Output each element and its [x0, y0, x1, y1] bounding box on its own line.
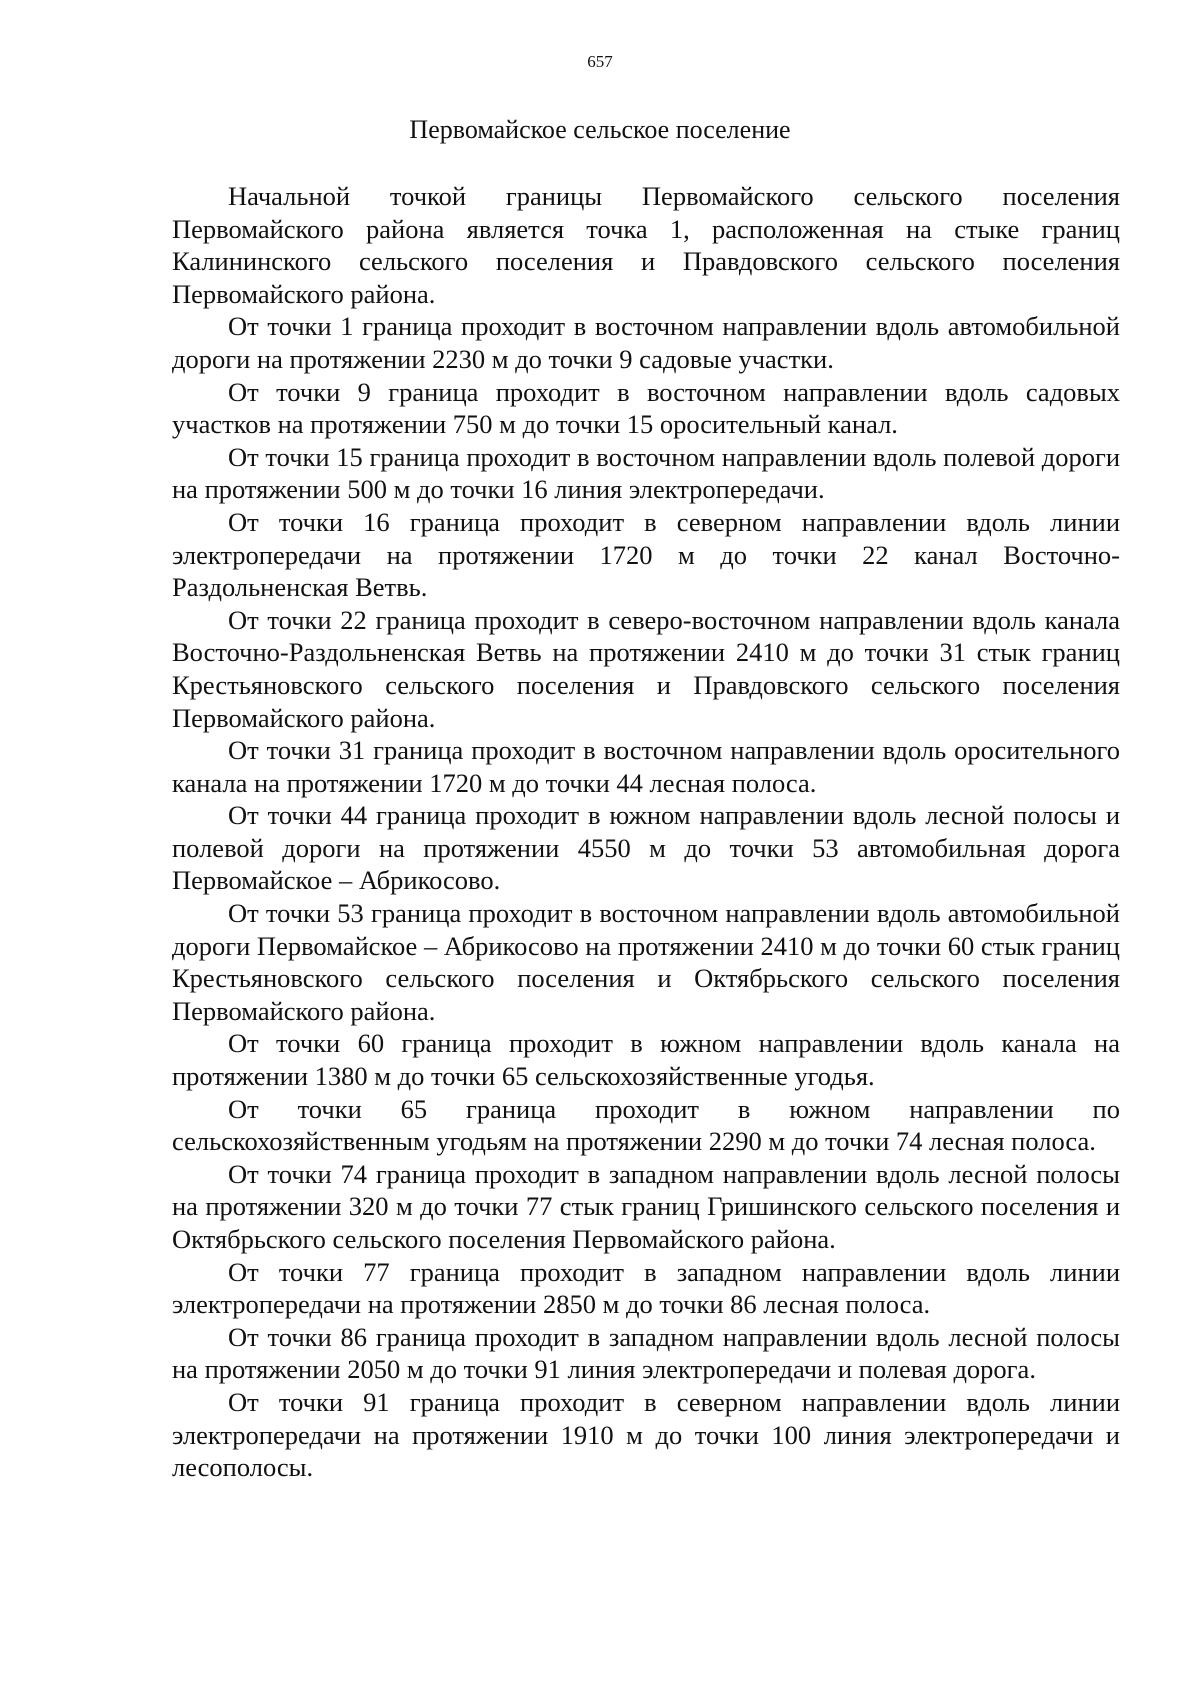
- paragraph-point-86: От точки 86 граница проходит в западном направлении вдоль лесной полосы на протяжении 2050 м до точки 91 линия электропередачи и полевая дорога.: [172, 1321, 1120, 1385]
- paragraph-point-16: От точки 16 граница проходит в северном направлении вдоль линии электропередачи на протяжении 1720 м до точки 22 канал Восточно-Раздольненская Ветвь.: [172, 506, 1120, 603]
- paragraph-point-74: От точки 74 граница проходит в западном направлении вдоль лесной полосы на протяжении 320 м до точки 77 стык границ Гришинского сельского поселения и Октябрьского сельского поселения Первомайского района.: [172, 1158, 1120, 1254]
- paragraph-point-9: От точки 9 граница проходит в восточном направлении вдоль садовых участков на протяжении 750 м до точки 15 оросительный канал.: [172, 376, 1120, 440]
- paragraph-point-15: От точки 15 граница проходит в восточном направлении вдоль полевой дороги на протяжении 500 м до точки 16 линия электропередачи.: [172, 441, 1120, 505]
- paragraph-point-60: От точки 60 граница проходит в южном направлении вдоль канала на протяжении 1380 м до точки 65 сельскохозяйственные угодья.: [172, 1028, 1120, 1092]
- paragraph-point-22: От точки 22 граница проходит в северо-восточном направлении вдоль канала Восточно-Раздольненская Ветвь на протяжении 2410 м до точки 31 стык границ Крестьяновского сельского поселения и Правдовского сельского поселения Первомайского района.: [172, 604, 1120, 733]
- paragraph-point-91: От точки 91 граница проходит в северном направлении вдоль линии электропередачи на протяжении 1910 м до точки 100 линия электропередачи и лесополосы.: [172, 1386, 1120, 1483]
- paragraph-point-53: От точки 53 граница проходит в восточном направлении вдоль автомобильной дороги Первомайское – Абрикосово на протяжении 2410 м до точки 60 стык границ Крестьяновского сельского поселения и Октябрьского сельского поселения Первомайского района.: [172, 898, 1120, 1026]
- paragraph-point-31: От точки 31 граница проходит в восточном направлении вдоль оросительного канала на протяжении 1720 м до точки 44 лесная полоса.: [172, 735, 1120, 798]
- paragraph-point-77: От точки 77 граница проходит в западном направлении вдоль линии электропередачи на протяжении 2850 м до точки 86 лесная полоса.: [172, 1256, 1120, 1320]
- paragraph-start-point: Начальной точкой границы Первомайского сельского поселения Первомайского района является точка 1, расположенная на стыке границ Калининского сельского поселения и Правдовского сельского поселения Первомайского района.: [172, 181, 1120, 309]
- document-body: [172, 180, 1120, 1484]
- paragraph-point-65: От точки 65 граница проходит в южном направлении по сельскохозяйственным угодьям на протяжении 2290 м до точки 74 лесная полоса.: [172, 1093, 1120, 1157]
- paragraph-point-44: От точки 44 граница проходит в южном направлении вдоль лесной полосы и полевой дороги на протяжении 4550 м до точки 53 автомобильная дорога Первомайское – Абрикосово.: [172, 800, 1120, 896]
- section-title: Первомайское сельское поселение: [409, 115, 791, 144]
- page-number: 657: [587, 52, 613, 71]
- paragraph-point-1: От точки 1 граница проходит в восточном направлении вдоль автомобильной дороги на протяжении 2230 м до точки 9 садовые участки.: [172, 311, 1120, 374]
